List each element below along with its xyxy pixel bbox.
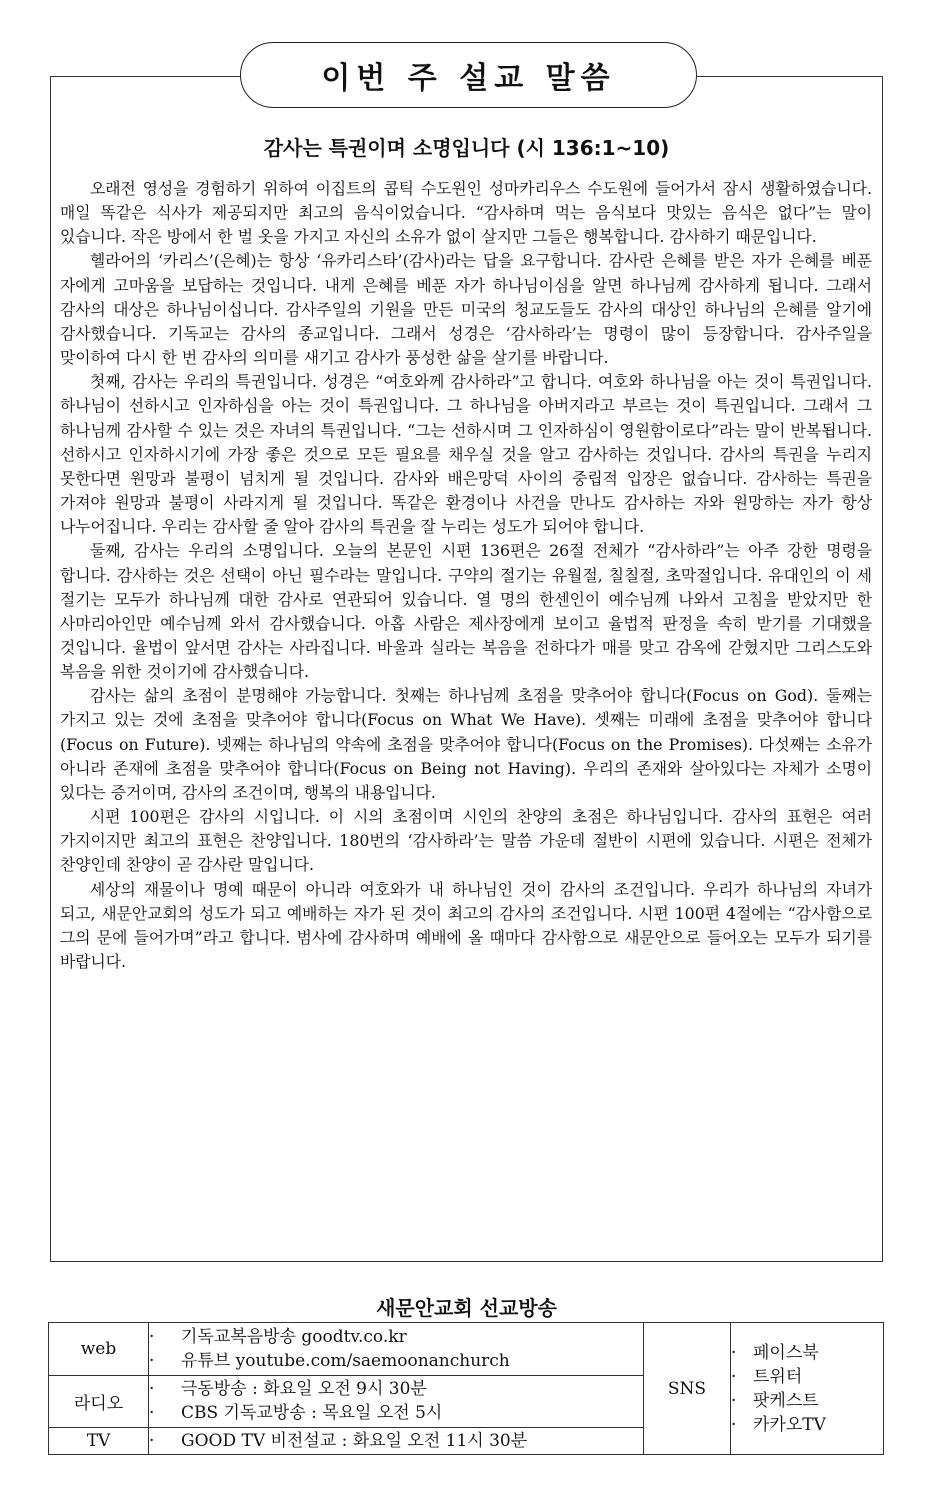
sns-item-label: 카카오TV — [753, 1414, 826, 1435]
bullet-icon: · — [731, 1342, 737, 1363]
broadcast-table — [48, 1322, 884, 1455]
sns-item[interactable] — [731, 1341, 883, 1365]
sns-label: SNS — [644, 1323, 731, 1455]
sns-item[interactable] — [731, 1413, 883, 1437]
sns-item-label: 트위터 — [753, 1366, 803, 1387]
sermon-paragraph: 감사는 삶의 초점이 분명해야 가능합니다. 첫째는 하나님께 초점을 맞추어야 합니다(Focus on God). 둘째는 가지고 있는 것에 초점을 맞추어야 합니다(Focus on What We Have). 셋째는 미래에 초점을 맞추어야 합니다(Focus on Future). 넷째는 하나님의 약속에 초점을 맞추어야 합니다(Focus on the Promises). 다섯째는 소유가 아니라 존재에 초점을 맞추어야 합니다(Focus on Being not Having). 우리의 존재와 살아있다는 자체가 소명이 있다는 증거이며, 감사의 조건이며, 행복의 내용입니다. — [60, 686, 872, 802]
sermon-paragraph: 오래전 영성을 경험하기 위하여 이집트의 콥틱 수도원인 성마카리우스 수도원에 들어가서 잠시 생활하였습니다. 매일 똑같은 식사가 제공되지만 최고의 음식이었습니다. “감사하며 먹는 음식보다 맛있는 음식은 없다”는 말이 있습니다. 작은 방에서 한 벌 옷을 가지고 자신의 소유가 없이 살지만 그들은 행복합니다. 감사하기 때문입니다. — [60, 179, 872, 247]
bullet-icon: · — [149, 1403, 155, 1424]
list-item — [149, 1429, 643, 1453]
list-item — [149, 1377, 643, 1401]
sns-item[interactable] — [731, 1365, 883, 1389]
list-item — [149, 1401, 643, 1425]
radio-items — [149, 1375, 644, 1428]
sermon-paragraph: 첫째, 감사는 우리의 특권입니다. 성경은 “여호와께 감사하라”고 합니다. 여호와 하나님을 아는 것이 특권입니다. 하나님이 선하시고 인자하심을 아는 것이 특권입니다. 그 하나님을 아버지라고 부르는 것이 특권입니다. 그래서 그 하나님께 감사할 수 있는 것은 자녀의 특권입니다. “그는 선하시며 그 인자하심이 영원함이로다”라는 말이 반복됩니다. 선하시고 인자하시기에 가장 좋은 것으로 모든 필요를 채우실 것을 알고 감사하는 것입니다. 감사의 특권을 누리지 못한다면 원망과 불평이 넘치게 될 것입니다. 감사와 배은망덕 사이의 중립적 입장은 없습니다. 감사하는 특권을 가져야 원망과 불평이 사라지게 될 것입니다. 똑같은 환경이나 사건을 만나도 감사하는 자와 원망하는 자가 항상 나누어집니다. 우리는 감사할 줄 알아 감사의 특권을 잘 누리는 성도가 되어야 합니다. — [60, 372, 872, 537]
web-items — [149, 1323, 644, 1376]
sermon-paragraph: 시편 100편은 감사의 시입니다. 이 시의 초점이며 시인의 찬양의 초점은 하나님입니다. 감사의 표현은 여러 가지이지만 최고의 표현은 찬양입니다. 180번의 ‘감사하라’는 말씀 가운데 절반이 시편에 있습니다. 시편은 전체가 찬양인데 찬양이 곧 감사란 말입니다. — [60, 807, 872, 875]
list-item — [149, 1325, 643, 1349]
bullet-icon: · — [731, 1366, 737, 1387]
sermon-paragraph: 세상의 재물이나 명예 때문이 아니라 여호와가 내 하나님인 것이 감사의 조건입니다. 우리가 하나님의 자녀가 되고, 새문안교회의 성도가 되고 예배하는 자가 된 것이 최고의 감사의 조건입니다. 시편 100편 4절에는 “감사함으로 그의 문에 들어가며”라고 합니다. 범사에 감사하며 예배에 올 때마다 감사함으로 새문안으로 들어오는 모두가 되기를 바랍니다. — [60, 879, 872, 971]
sns-item[interactable] — [731, 1389, 883, 1413]
category-tv: TV — [49, 1428, 149, 1455]
tv-items — [149, 1428, 644, 1455]
category-radio: 라디오 — [49, 1375, 149, 1428]
web-item-youtube[interactable]: 유튜브 youtube.com/saemoonanchurch — [181, 1350, 510, 1371]
bullet-icon: · — [149, 1379, 155, 1400]
list-item — [149, 1349, 643, 1373]
bullet-icon: · — [149, 1431, 155, 1452]
sns-item-label: 페이스북 — [753, 1342, 819, 1363]
sns-list — [731, 1323, 884, 1455]
radio-item-cbs: CBS 기독교방송 : 목요일 오전 5시 — [181, 1403, 443, 1424]
sns-item-label: 팟케스트 — [753, 1390, 819, 1411]
sermon-paragraph: 둘째, 감사는 우리의 소명입니다. 오늘의 본문인 시편 136편은 26절 전체가 “감사하라”는 아주 강한 명령을 합니다. 감사하는 것은 선택이 아닌 필수라는 말입니다. 구약의 절기는 유월절, 칠칠절, 초막절입니다. 유대인의 이 세 절기는 모두가 하나님께 대한 감사로 연관되어 있습니다. 열 명의 한센인이 예수님께 나와서 고침을 받았지만 한 사마리아인만 예수님께 와서 감사했습니다. 아홉 사람은 제사장에게 보이고 율법적 판정을 속히 받기를 기대했을 것입니다. 율법이 앞서면 감사는 사라집니다. 바울과 실라는 복음을 전하다가 매를 맞고 감옥에 갇혔지만 그리스도와 복음을 위한 것이기에 감사했습니다. — [60, 541, 872, 682]
broadcast-title: 새문안교회 선교방송 — [376, 1296, 557, 1320]
broadcast-row-web — [49, 1323, 884, 1376]
sermon-title: 감사는 특권이며 소명입니다 (시 136:1~10) — [263, 136, 670, 160]
radio-item-febc: 극동방송 : 화요일 오전 9시 30분 — [181, 1379, 427, 1400]
category-web: web — [49, 1323, 149, 1376]
bullet-icon: · — [149, 1326, 155, 1347]
web-item-goodtv[interactable]: 기독교복음방송 goodtv.co.kr — [181, 1326, 407, 1347]
bullet-icon: · — [731, 1414, 737, 1435]
bullet-icon: · — [731, 1390, 737, 1411]
tv-item-goodtv: GOOD TV 비전설교 : 화요일 오전 11시 30분 — [181, 1431, 528, 1452]
bullet-icon: · — [149, 1350, 155, 1371]
sermon-body — [60, 177, 872, 974]
page-title: 이번 주 설교 말씀 — [240, 42, 697, 108]
sermon-paragraph: 헬라어의 ‘카리스’(은혜)는 항상 ‘유카리스타’(감사)라는 답을 요구합니다. 감사란 은혜를 받은 자가 은혜를 베푼 자에게 고마움을 보답하는 것입니다. 내게 은혜를 베푼 자가 하나님이심을 알면 하나님께 감사하게 됩니다. 그래서 감사의 대상은 하나님이십니다. 감사주일의 기원을 만든 미국의 청교도들도 감사의 대상인 하나님의 은혜를 알기에 감사했습니다. 기독교는 감사의 종교입니다. 그래서 성경은 ‘감사하라’는 명령이 많이 등장합니다. 감사주일을 맞이하여 다시 한 번 감사의 의미를 새기고 감사가 풍성한 삶을 살기를 바랍니다. — [60, 251, 872, 368]
